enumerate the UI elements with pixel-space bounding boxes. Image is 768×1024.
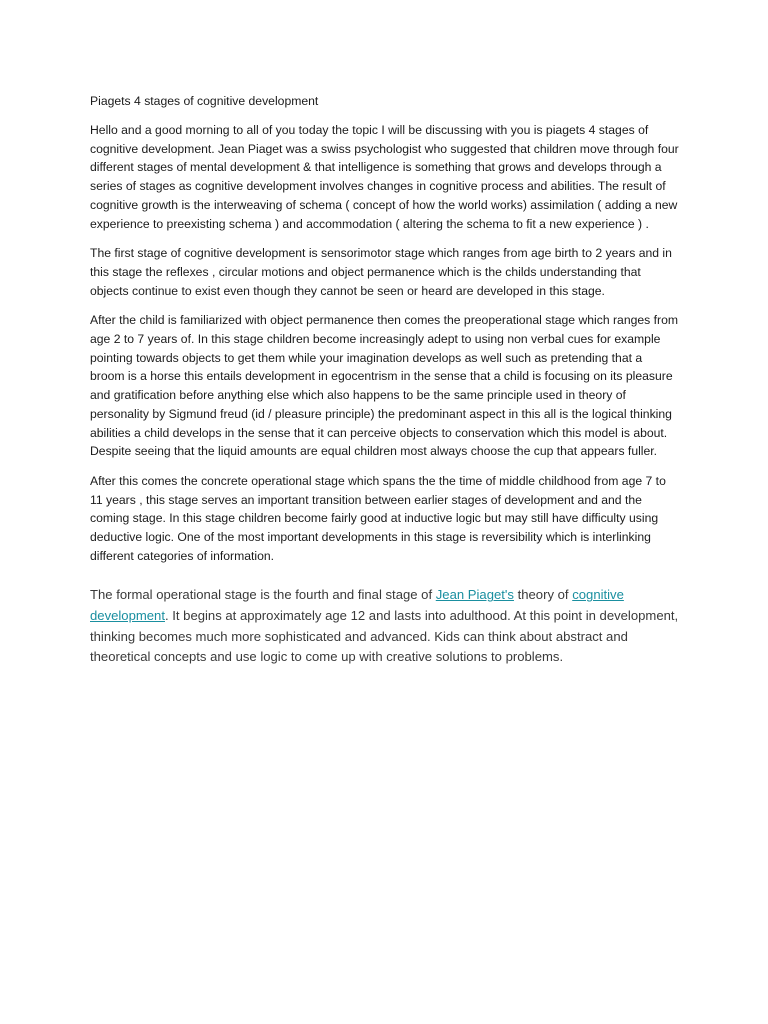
document-title: Piagets 4 stages of cognitive development (90, 94, 319, 108)
final-paragraph-text-1: The formal operational stage is the fourth and final stage of (90, 587, 436, 603)
paragraph-formal-operational-stage (90, 585, 680, 667)
document-body (90, 92, 680, 679)
jean-piaget-link[interactable]: Jean Piaget's (435, 587, 514, 603)
paragraph-sensorimotor-stage: The first stage of cognitive development is sensorimotor stage which ranges from age birth to 2 years and in this stage the reflexes , circular motions and object permanence which is the childs understanding that objects continue to exist even though they cannot be seen or heard are developed in this stage. (90, 246, 672, 298)
final-paragraph-text-3: . It begins at approximately age 12 and lasts into adulthood. At this point in development, thinking becomes much more sophisticated and advanced. Kids can think about abstract and theoretical concepts and use logic to come up with creative solutions to problems. (90, 608, 679, 665)
paragraph-introduction: Hello and a good morning to all of you today the topic I will be discussing with you is piagets 4 stages of cognitive development. Jean Piaget was a swiss psychologist who suggested that children move through four different stages of mental development & that intelligence is something that grows and develops through a series of stages as cognitive development involves changes in cognitive process and abilities. The result of cognitive growth is the interweaving of schema ( concept of how the world works) assimilation ( adding a new experience to preexisting schema ) and accommodation ( altering the schema to fit a new experience ) . (90, 123, 679, 231)
paragraph-preoperational-stage: After the child is familiarized with object permanence then comes the preoperational stage which ranges from age 2 to 7 years of. In this stage children become increasingly adept to using non verbal cues for example pointing towards objects to get them while your imagination develops as well such as pretending that a broom is a horse this entails development in egocentrism in the sense that a child is focusing on its pleasure and gratification before anything else which also happens to be the same principle used in theory of personality by Sigmund freud (id / pleasure principle) the predominant aspect in this all is the logical thinking abilities a child develops in the sense that it can perceive objects to conservation which this model is about. Despite seeing that the liquid amounts are equal children most always choose the cup that appears fuller. (90, 313, 679, 459)
cognitive-development-link[interactable]: cognitive development (90, 587, 624, 624)
paragraph-concrete-operational-stage: After this comes the concrete operational stage which spans the the time of middle childhood from age 7 to 11 years , this stage serves an important transition between earlier stages of development and and the coming stage. In this stage children become fairly good at inductive logic but may still have difficulty using deductive logic. One of the most important developments in this stage is reversibility which is interlinking different categories of information. (90, 473, 666, 563)
final-paragraph-text-2: theory of (513, 587, 573, 603)
